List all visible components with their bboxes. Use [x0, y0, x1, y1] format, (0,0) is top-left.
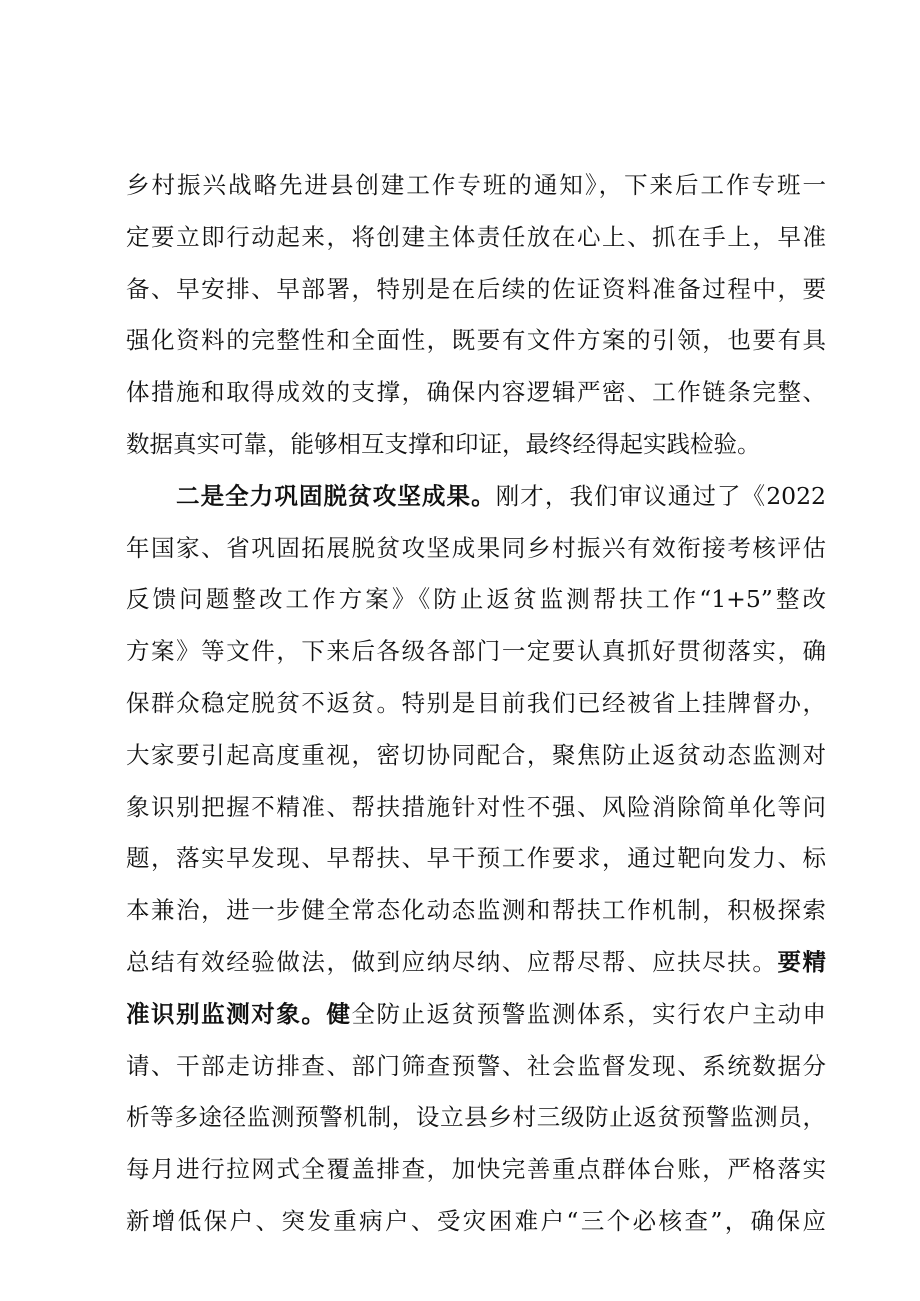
text-line: 数据真实可靠，能够相互支撑和印证，最终经得起实践检验。	[126, 429, 761, 458]
text-line: 强化资料的完整性和全面性，既要有文件方案的引领，也要有具	[126, 326, 826, 355]
text-line	[126, 937, 826, 989]
text-run: 总结有效经验做法，做到应纳尽纳、应帮尽帮、应扶尽扶。	[126, 947, 778, 976]
text-line: 反馈问题整改工作方案》《防止返贫监测帮扶工作“1+5”整改	[126, 585, 826, 614]
text-run: 刚才，我们审议通过了《2022	[495, 481, 826, 510]
paragraph-1	[126, 160, 826, 471]
text-line: 新增低保户、突发重病户、受灾困难户“三个必核查”，确保应	[126, 1206, 826, 1235]
body-text	[126, 160, 826, 1248]
text-line: 方案》等文件，下来后各级各部门一定要认真抓好贯彻落实，确	[126, 637, 826, 666]
text-line	[126, 989, 826, 1041]
text-line: 请、干部走访排查、部门筛查预警、社会监督发现、系统数据分	[126, 1051, 826, 1080]
text-line: 体措施和取得成效的支撑，确保内容逻辑严密、工作链条完整、	[126, 378, 826, 407]
text-line: 大家要引起高度重视，密切协同配合，聚焦防止返贫动态监测对	[126, 740, 826, 769]
text-line: 象识别把握不精准、帮扶措施针对性不强、风险消除简单化等问	[126, 792, 826, 821]
text-line	[126, 471, 826, 523]
text-line: 乡村振兴战略先进县创建工作专班的通知》，下来后工作专班一	[126, 171, 826, 199]
text-line: 每月进行拉网式全覆盖排查，加快完善重点群体台账，严格落实	[126, 1155, 826, 1184]
subheading-end: 准识别监测对象。健	[126, 999, 352, 1028]
text-line: 题，落实早发现、早帮扶、早干预工作要求，通过靶向发力、标	[126, 844, 826, 873]
text-line: 析等多途径监测预警机制，设立县乡村三级防止返贫预警监测员，	[126, 1103, 826, 1132]
section-heading: 二是全力巩固脱贫攻坚成果。	[176, 481, 496, 510]
text-line: 本兼治，进一步健全常态化动态监测和帮扶工作机制，积极探索	[126, 896, 826, 925]
text-line: 保群众稳定脱贫不返贫。特别是目前我们已经被省上挂牌督办，	[126, 688, 826, 717]
text-line: 年国家、省巩固拓展脱贫攻坚成果同乡村振兴有效衔接考核评估	[126, 533, 826, 562]
text-line: 定要立即行动起来，将创建主体责任放在心上、抓在手上，早准	[126, 222, 826, 251]
subheading-start: 要精	[777, 947, 827, 976]
paragraph-2	[126, 471, 826, 1248]
text-line: 备、早安排、早部署，特别是在后续的佐证资料准备过程中，要	[126, 274, 826, 303]
text-run: 全防止返贫预警监测体系，实行农户主动申	[351, 999, 826, 1028]
